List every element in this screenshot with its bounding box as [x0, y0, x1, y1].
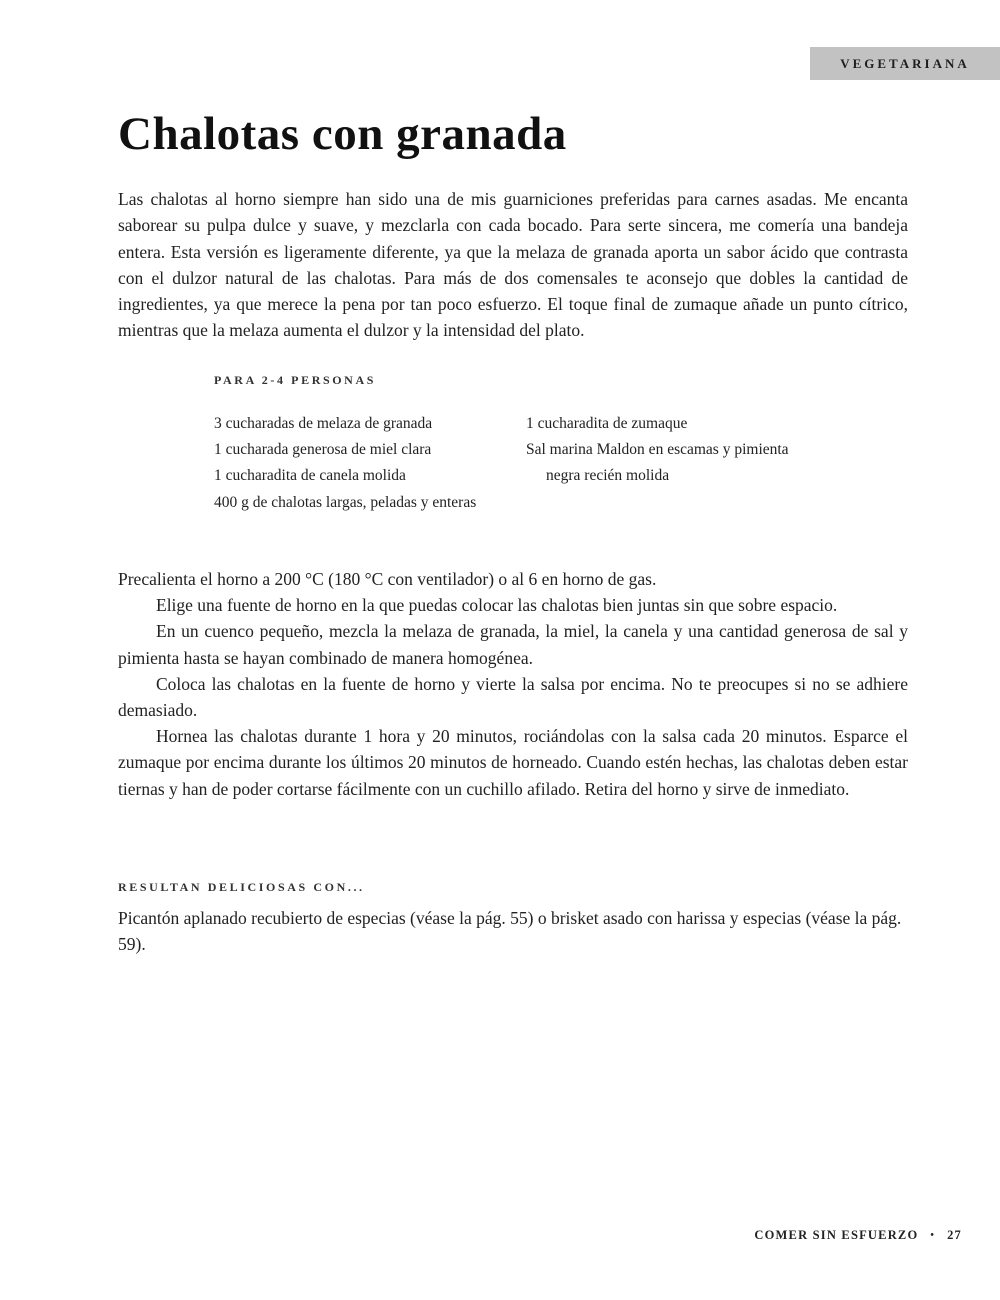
ingredient-item: 1 cucharadita de canela molida [214, 467, 406, 485]
ingredient-item: Sal marina Maldon en escamas y pimienta negra recién molida [526, 441, 789, 485]
footer-separator: • [930, 1230, 936, 1241]
page-footer [754, 1228, 962, 1243]
method-steps [118, 566, 908, 802]
ingredient-item: 1 cucharada generosa de miel clara [214, 441, 432, 459]
section-tab: VEGETARIANA [810, 47, 1000, 80]
pairing-text: Picantón aplanado recubierto de especias (véase la pág. 55) o brisket asado con harissa y especias (véase la pág. 59). [118, 908, 902, 955]
ingredients-column-2 [526, 411, 816, 490]
ingredient-item: 3 cucharadas de melaza de granada [214, 415, 433, 432]
method-step: Precalienta el horno a 200 °C (180 °C con ventilador) o al 6 en horno de gas. [118, 569, 657, 589]
ingredient-item: 400 g de chalotas largas, peladas y enteras [214, 493, 477, 511]
pairing-heading: RESULTAN DELICIOSAS CON... [118, 880, 365, 894]
recipe-title: Chalotas con granada [118, 108, 567, 160]
method-step: En un cuenco pequeño, mezcla la melaza de granada, la miel, la canela y una cantidad generosa de sal y pimienta hasta se hayan combinado de manera homogénea. [118, 621, 908, 668]
ingredient-item: 1 cucharadita de zumaque [526, 415, 688, 432]
recipe-intro: Las chalotas al horno siempre han sido una de mis guarniciones preferidas para carnes asadas. Me encanta saborear su pulpa dulce y suave, y mezclarla con cada bocado. Para serte sincera, me comería una bandeja entera. Esta versión es ligeramente diferente, ya que la melaza de granada aporta un sabor ácido que contrasta con el dulzor natural de las chalotas. Para más de dos comensales te aconsejo que dobles la cantidad de ingredientes, ya que merece la pena por tan poco esfuerzo. El toque final de zumaque añade un punto cítrico, mientras que la melaza aumenta el dulzor y la intensidad del plato. [118, 189, 908, 341]
method-step: Hornea las chalotas durante 1 hora y 20 minutos, rociándolas con la salsa cada 20 minutos. Esparce el zumaque por encima durante los últimos 20 minutos de horneado. Cuando estén hechas, las chalotas deben estar tiernas y han de poder cortarse fácilmente con un cuchillo afilado. Retira del horno y sirve de inmediato. [118, 726, 908, 799]
ingredients-column-1 [214, 411, 514, 516]
book-title: COMER SIN ESFUERZO [754, 1228, 919, 1242]
page-number: 27 [947, 1228, 962, 1242]
method-step: Elige una fuente de horno en la que puedas colocar las chalotas bien juntas sin que sobre espacio. [156, 595, 838, 616]
servings-heading: PARA 2-4 PERSONAS [214, 373, 376, 387]
method-step: Coloca las chalotas en la fuente de horno y vierte la salsa por encima. No te preocupes si no se adhiere demasiado. [118, 673, 908, 721]
